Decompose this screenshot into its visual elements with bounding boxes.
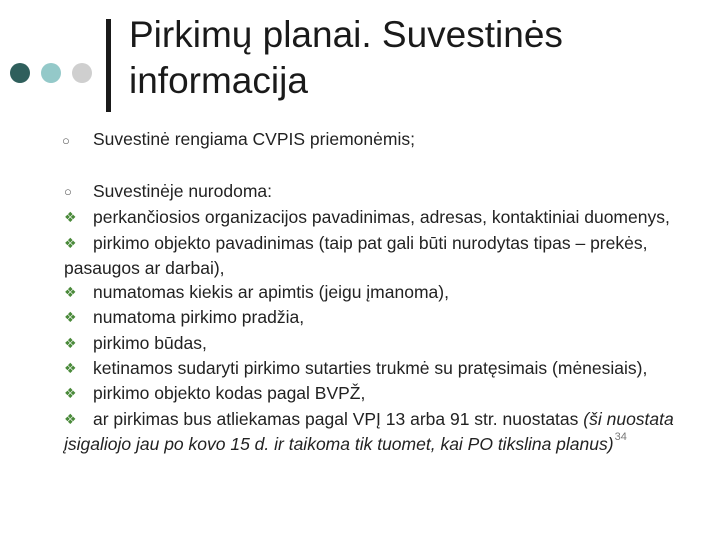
diamond-bullet-icon: ❖	[64, 385, 77, 402]
list-item: pirkimo objekto pavadinimas (taip pat gali būti nurodytas tipas – prekės, pasaugos ar darbai),	[64, 232, 648, 278]
list-item: pirkimo objekto kodas pagal BVPŽ,	[93, 383, 366, 404]
decor-dot	[10, 63, 30, 83]
list-item: ketinamos sudaryti pirkimo sutarties trukmė su pratęsimais (mėnesiais),	[93, 358, 648, 379]
list-item: ar pirkimas bus atliekamas pagal VPĮ 13 arba 91 str. nuostatas	[93, 408, 579, 429]
list-item: numatoma pirkimo pradžia,	[93, 307, 305, 328]
page-number: 34	[614, 430, 627, 443]
diamond-bullet-icon: ❖	[64, 234, 77, 251]
slide-content	[64, 127, 704, 459]
title-divider	[106, 19, 111, 112]
list-item: numatomas kiekis ar apimtis (jeigu įmanoma),	[93, 282, 449, 303]
circle-bullet-icon: ○	[64, 184, 72, 199]
diamond-bullet-icon: ❖	[64, 410, 77, 427]
diamond-bullet-icon: ❖	[64, 309, 77, 326]
diamond-bullet-icon: ❖	[64, 334, 77, 351]
diamond-bullet-icon: ❖	[64, 360, 77, 377]
decor-dot	[41, 63, 61, 83]
list-item: perkančiosios organizacijos pavadinimas, adresas, kontaktiniai duomenys,	[93, 207, 670, 228]
decor-dot	[72, 63, 92, 83]
list-item: pirkimo būdas,	[93, 332, 207, 353]
bullet-text: Suvestinėje nurodoma:	[93, 181, 272, 201]
diamond-bullet-icon: ❖	[64, 284, 77, 301]
circle-bullet-icon: ○	[62, 133, 70, 148]
bullet-text: Suvestinė rengiama CVPIS priemonėmis;	[93, 129, 415, 149]
italic-note: (ši nuostata įsigaliojo jau po kovo 15 d. ir taikoma tik tuomet, kai PO tikslina planus)	[64, 408, 674, 454]
diamond-bullet-icon: ❖	[64, 209, 77, 226]
slide-title: Pirkimų planai. Suvestinės informacija	[129, 14, 563, 101]
summary-list	[64, 179, 704, 459]
bullet-point	[64, 127, 704, 151]
